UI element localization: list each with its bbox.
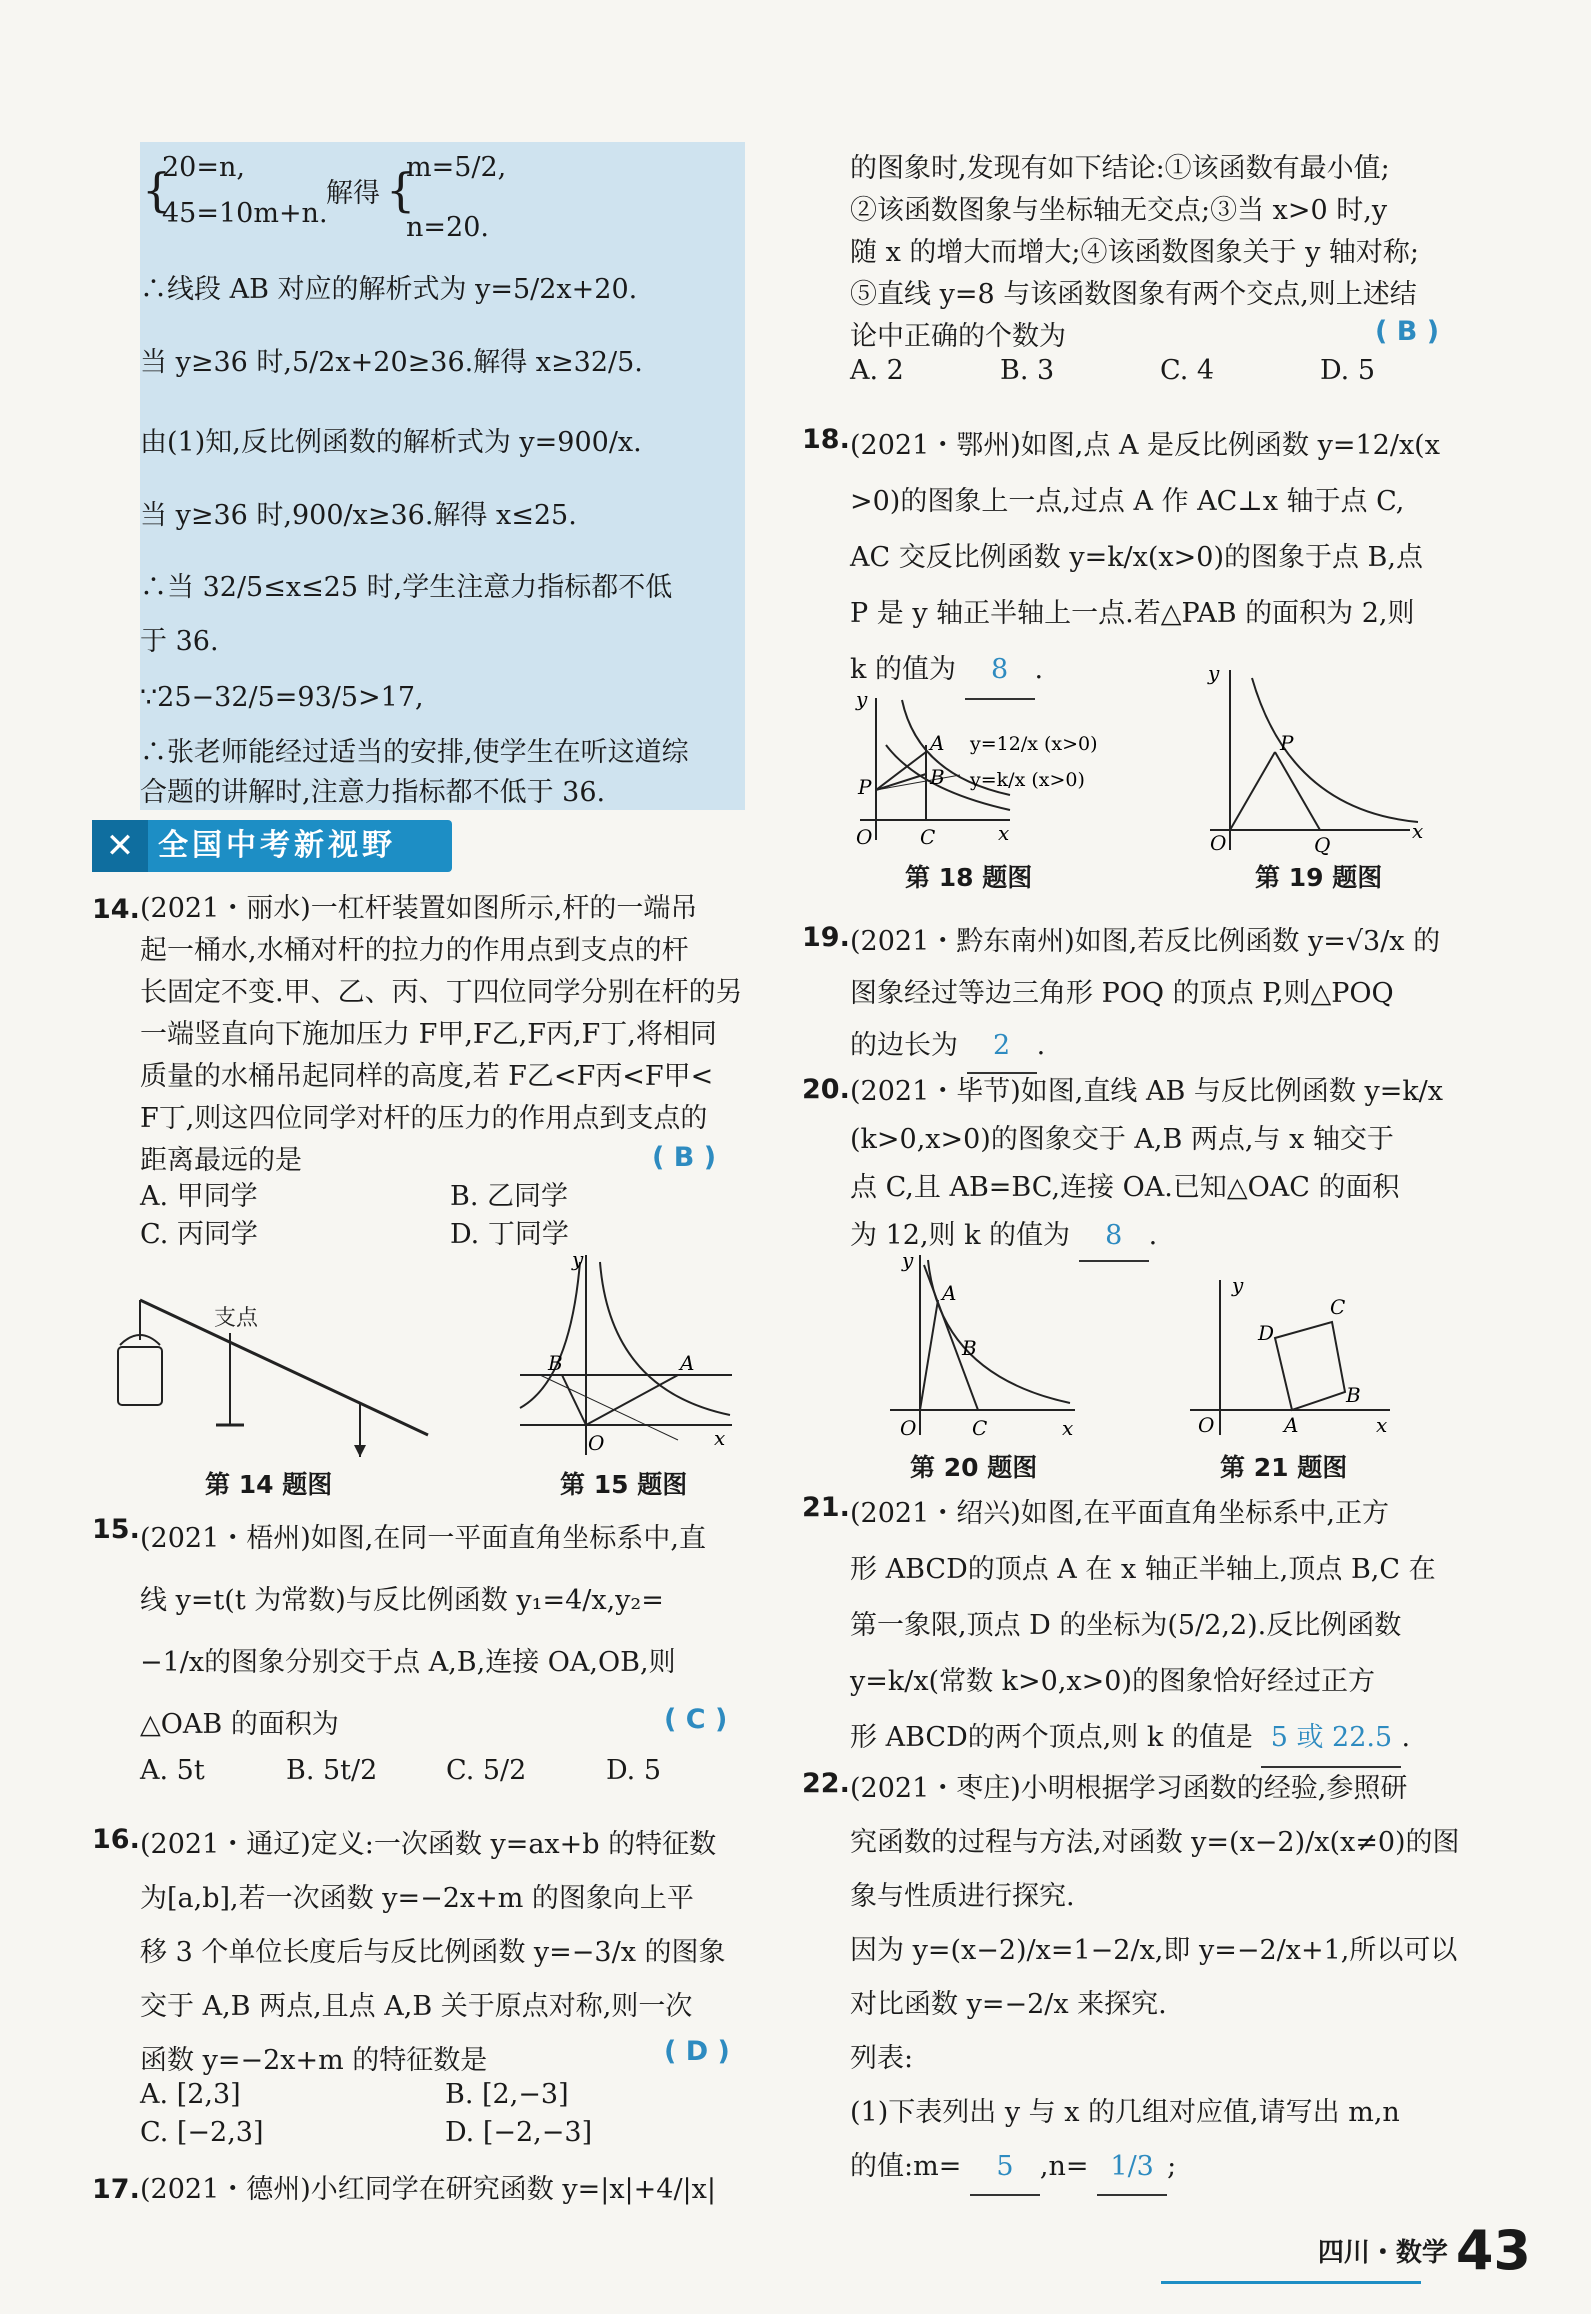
question-14-options: A. 甲同学 B. 乙同学 C. 丙同学 D. 丁同学 [140,1181,569,1250]
svg-text:O: O [900,1416,917,1440]
question-number: 14. [92,894,140,925]
svg-text:y: y [1232,1273,1244,1297]
figure-14-lever [110,1285,440,1460]
system-line-1: 20=n, [162,152,245,183]
section-banner [92,820,452,872]
svg-text:y: y [572,1250,584,1271]
svg-text:O: O [1198,1413,1215,1437]
solution-line: ∴当 32/5≤x≤25 时,学生注意力指标都不低 [140,572,673,603]
solve-n: n=20. [406,212,489,243]
question-number: 20. [802,1074,850,1105]
fill-answer-m: 5 [970,2140,1040,2196]
question-number: 17. [92,2174,140,2205]
question-number: 18. [802,424,850,455]
svg-text:O: O [856,825,873,849]
question-17-options: A. 2 B. 3 C. 4 D. 5 [850,355,1376,386]
svg-text:P: P [1280,731,1294,755]
fill-answer: 8 [965,642,1035,700]
figure-15-caption: 第 15 题图 [560,1470,688,1499]
svg-text:O: O [1210,831,1227,855]
solve-word: 解得 [326,178,380,209]
fill-answer: 5 或 22.5 [1261,1710,1401,1768]
brace-right: { [386,163,416,217]
svg-text:x: x [1062,1416,1074,1440]
svg-text:B: B [548,1351,563,1375]
page-footer [1318,2219,1531,2282]
question-15-text: (2021・梧州)如图,在同一平面直角坐标系中,直 线 y=t(t 为常数)与反比例函数 y₁=4/x,y₂= −1/x的图象分别交于点 A,B,连接 OA,OB,则 △OAB 的面积为 [140,1523,706,1740]
fulcrum-label: 支点 [214,1306,259,1331]
figure-21-caption: 第 21 题图 [1220,1453,1348,1482]
figure-20-graph [880,1245,1080,1445]
question-16-options: A. [2,3] B. [2,−3] C. [−2,3] D. [−2,−3] [140,2079,593,2148]
svg-text:C: C [1330,1295,1346,1319]
figure-20-caption: 第 20 题图 [910,1453,1038,1482]
svg-text:D: D [1258,1321,1275,1345]
svg-text:A: A [942,1281,957,1305]
question-number: 21. [802,1492,850,1523]
solution-line: ∴线段 AB 对应的解析式为 y=5/2x+20. [140,274,638,305]
svg-text:y: y [902,1248,914,1272]
system-line-2: 45=10m+n. [162,198,328,229]
question-22-text: (2021・枣庄)小明根据学习函数的经验,参照研 究函数的过程与方法,对函数 y=(x−2)/x(x≠0)的图 象与性质进行探究. 因为 y=(x−2)/x=1−2/x,即 y=−2/x+1,所以可以 对比函数 y=−2/x 来探究. 列表: (1)下表列出 y 与 x 的几组对应值,请写出 m,n 的值:m= 5 ,n= 1/3 ; [850,1762,1460,2196]
question-number: 19. [802,922,850,953]
question-20-text: (2021・毕节)如图,直线 AB 与反比例函数 y=k/x (k>0,x>0)的图象交于 A,B 两点,与 x 轴交于 点 C,且 AB=BC,连接 OA.已知△OAC 的面积 为 12,则 k 的值为 8 . [850,1068,1443,1262]
fill-answer-n: 1/3 [1097,2140,1167,2196]
answer-choice: ( C ) [664,1704,728,1735]
svg-text:B: B [1346,1383,1361,1407]
svg-text:y: y [856,690,868,711]
figure-15-graph [500,1250,740,1460]
fill-answer: 8 [1079,1212,1149,1262]
solution-line: 合题的讲解时,注意力指标都不低于 36. [140,777,606,808]
answer-choice: ( B ) [1375,316,1440,347]
svg-text:C: C [972,1416,988,1440]
svg-text:B: B [930,765,945,789]
question-number: 22. [802,1768,850,1799]
figure-18-graph [840,690,1160,860]
question-17-text: 的图象时,发现有如下结论:①该函数有最小值; ②该函数图象与坐标轴无交点;③当 x>0 时,y 随 x 的增大而增大;④该函数图象关于 y 轴对称; ⑤直线 y=8 与该函数图象有两个交点,则上述结 论中正确的个数为 [850,153,1420,352]
solve-m: m=5/2, [406,152,507,183]
solution-line: 于 36. [140,626,219,657]
figure-18-caption: 第 18 题图 [905,863,1033,892]
question-number: 15. [92,1514,140,1545]
question-17-first-line: (2021・德州)小红同学在研究函数 y=|x|+4/|x| [140,2174,716,2205]
question-19-text: (2021・黔东南州)如图,若反比例函数 y=√3/x 的 图象经过等边三角形 POQ 的顶点 P,则△POQ 的边长为 2 . [850,916,1440,1074]
svg-text:y=12/x (x>0): y=12/x (x>0) [970,733,1098,755]
svg-text:Q: Q [1314,833,1331,857]
cross-arrows-icon: ✕ [92,820,148,872]
question-21-text: (2021・绍兴)如图,在平面直角坐标系中,正方 形 ABCD的顶点 A 在 x 轴正半轴上,顶点 B,C 在 第一象限,顶点 D 的坐标为(5/2,2).反比例函数 y=k/x(常数 k>0,x>0)的图象恰好经过正方 形 ABCD的两个顶点,则 k 的值是 5 或 22.5 . [850,1486,1436,1768]
solution-line: ∵25−32/5=93/5>17, [140,682,424,713]
answer-choice: ( D ) [664,2036,730,2067]
question-number: 16. [92,1824,140,1855]
solution-line: 当 y≥36 时,5/2x+20≥36.解得 x≥32/5. [140,347,643,378]
svg-text:A: A [1284,1413,1299,1437]
answer-choice: ( B ) [652,1142,717,1173]
figure-19-caption: 第 19 题图 [1255,863,1383,892]
svg-text:C: C [920,825,936,849]
solution-line: 当 y≥36 时,900/x≥36.解得 x≤25. [140,500,577,531]
solution-line: 由(1)知,反比例函数的解析式为 y=900/x. [140,427,642,458]
svg-text:y: y [1208,661,1220,685]
question-18-text: (2021・鄂州)如图,点 A 是反比例函数 y=12/x(x >0)的图象上一点,过点 A 作 AC⊥x 轴于点 C, AC 交反比例函数 y=k/x(x>0)的图象于点 B,点 P 是 y 轴正半轴上一点.若△PAB 的面积为 2,则 k 的值为 8 . [850,418,1440,700]
svg-text:y=k/x (x>0): y=k/x (x>0) [970,769,1085,791]
svg-text:x: x [1376,1413,1388,1437]
svg-text:P: P [858,775,872,799]
svg-text:A: A [680,1351,695,1375]
svg-text:x: x [714,1426,726,1450]
brace-left: { [142,163,172,217]
svg-text:x: x [1412,819,1424,843]
svg-text:A: A [930,731,945,755]
solution-line: ∴张老师能经过适当的安排,使学生在听这道综 [140,737,689,768]
figure-21-graph [1180,1270,1400,1445]
svg-text:O: O [588,1431,605,1455]
svg-text:x: x [998,821,1010,845]
question-14-text: (2021・丽水)一杠杆装置如图所示,杆的一端吊 起一桶水,水桶对杆的拉力的作用点到支点的杆 长固定不变.甲、乙、丙、丁四位同学分别在杆的另 一端竖直向下施加压力 F甲,F乙,F丙,F丁,将相同 质量的水桶吊起同样的高度,若 F乙<F丙<F甲< F丁,则这四位同学对杆的压力的作用点到支点的 距离最远的是 [140,893,743,1176]
banner-title: 全国中考新视野 [158,828,396,863]
figure-14-caption: 第 14 题图 [205,1470,333,1499]
question-15-options: A. 5t B. 5t/2 C. 5/2 D. 5 [140,1755,662,1786]
subject-label: 四川・数学 [1317,2238,1448,2268]
fill-answer: 2 [967,1020,1037,1074]
question-16-text: (2021・通辽)定义:一次函数 y=ax+b 的特征数 为[a,b],若一次函数 y=−2x+m 的图象向上平 移 3 个单位长度后与反比例函数 y=−3/x 的图象 交于 A,B 两点,且点 A,B 关于原点对称,则一次 函数 y=−2x+m 的特征数是 [140,1829,726,2076]
figure-19-graph [1190,660,1530,860]
page-number: 43 [1455,2219,1531,2282]
svg-text:B: B [962,1336,977,1360]
